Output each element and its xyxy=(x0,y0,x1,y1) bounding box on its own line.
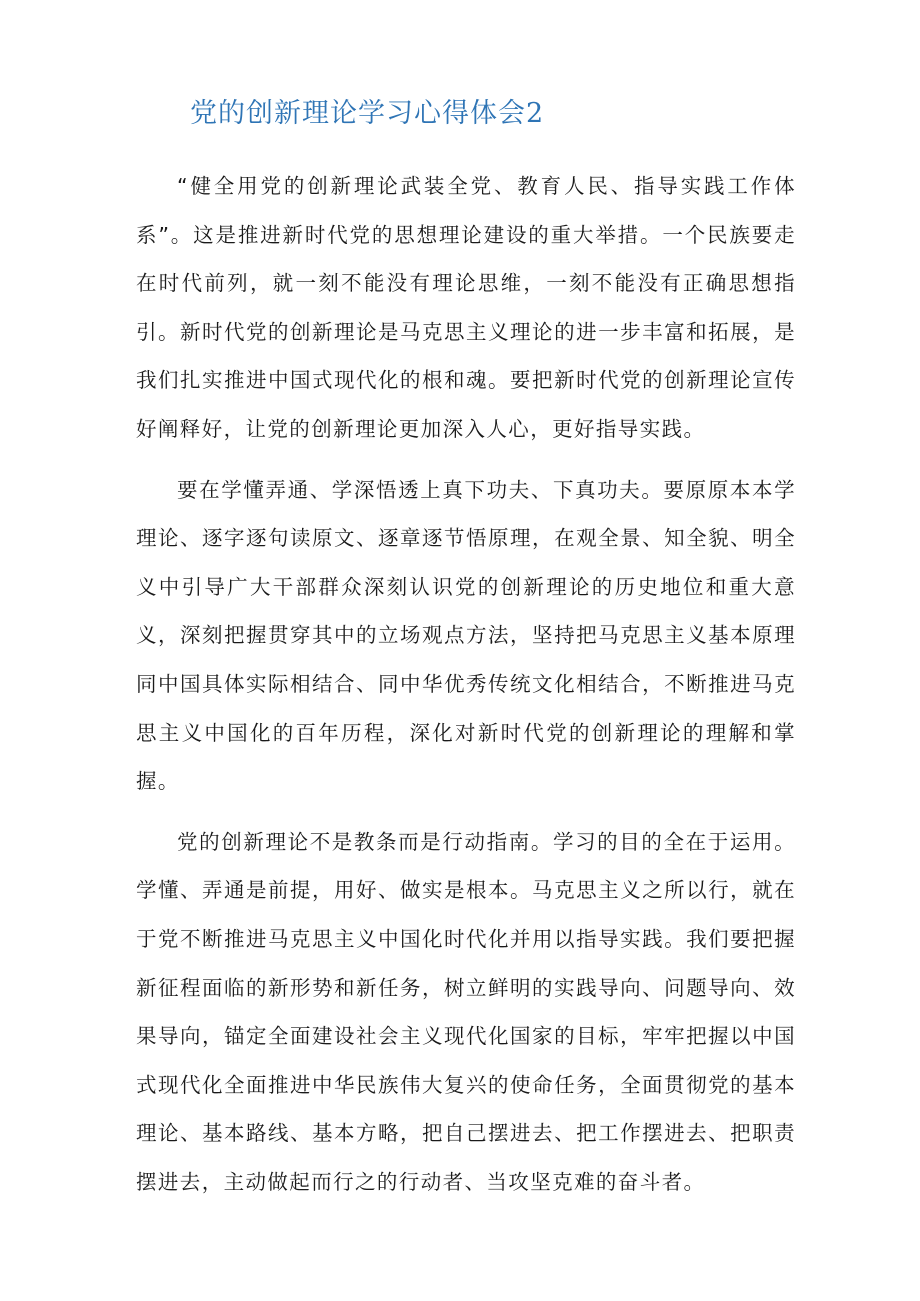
paragraph-2: 要在学懂弄通、学深悟透上真下功夫、下真功夫。要原原本本学理论、逐字逐句读原文、逐章逐节悟原理，在观全景、知全貌、明全义中引导广大干部群众深刻认识党的创新理论的历史地位和重大意义，深刻把握贯穿其中的立场观点方法，坚持把马克思主义基本原理同中国具体实际相结合、同中华优秀传统文化相结合，不断推进马克思主义中国化的百年历程，深化对新时代党的创新理论的理解和掌握。 xyxy=(136,477,796,794)
document-body xyxy=(136,162,796,1218)
document-title: 党的创新理论学习心得体会2 xyxy=(190,98,545,129)
paragraph-3: 党的创新理论不是教条而是行动指南。学习的目的全在于运用。学懂、弄通是前提，用好、做实是根本。马克思主义之所以行，就在于党不断推进马克思主义中国化时代化并用以指导实践。我们要把握新征程面临的新形势和新任务，树立鲜明的实践导向、问题导向、效果导向，锚定全面建设社会主义现代化国家的目标，牢牢把握以中国式现代化全面推进中华民族伟大复兴的使命任务，全面贯彻党的基本理论、基本路线、基本方略，把自己摆进去、把工作摆进去、把职责摆进去，主动做起而行之的行动者、当攻坚克难的奋斗者。 xyxy=(136,829,796,1194)
paragraph-1: “健全用党的创新理论武装全党、教育人民、指导实践工作体系”。这是推进新时代党的思想理论建设的重大举措。一个民族要走在时代前列，就一刻不能没有理论思维，一刻不能没有正确思想指引。新时代党的创新理论是马克思主义理论的进一步丰富和拓展，是我们扎实推进中国式现代化的根和魂。要把新时代党的创新理论宣传好阐释好，让党的创新理论更加深入人心，更好指导实践。 xyxy=(136,174,796,441)
